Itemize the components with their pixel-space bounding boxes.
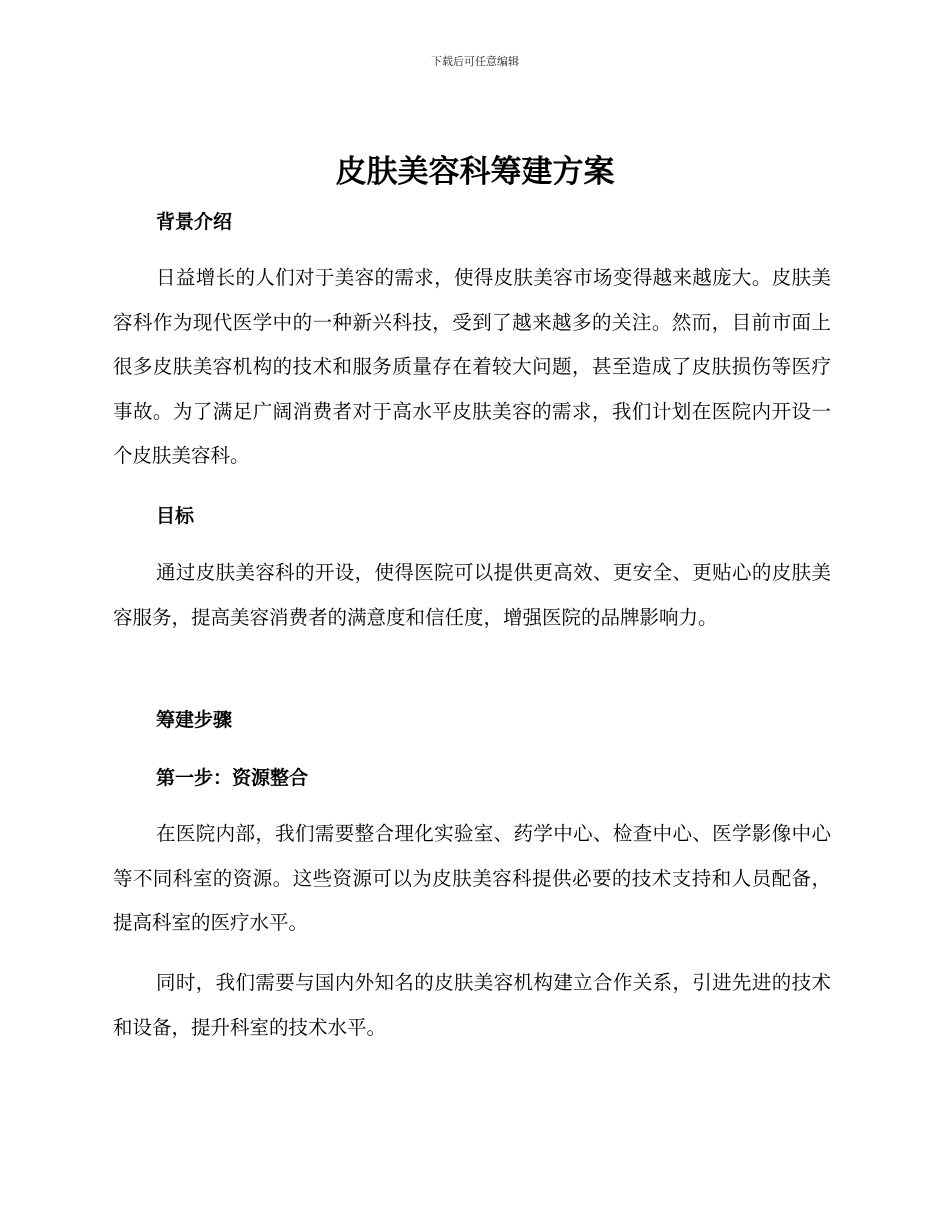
document-title: 皮肤美容科筹建方案 [335, 154, 615, 190]
paragraph-step1-resources: 在医院内部，我们需要整合理化实验室、药学中心、检查中心、医学影像中心等不同科室的资源。这些资源可以为皮肤美容科提供必要的技术支持和人员配备，提高科室的医疗水平。 [113, 822, 831, 934]
section-heading-background: 背景介绍 [156, 211, 233, 233]
section-heading-goal: 目标 [156, 505, 195, 527]
paragraph-background: 日益增长的人们对于美容的需求，使得皮肤美容市场变得越来越庞大。皮肤美容科作为现代医学中的一种新兴科技，受到了越来越多的关注。然而，目前市面上很多皮肤美容机构的技术和服务质量存在着较大问题，甚至造成了皮肤损伤等医疗事故。为了满足广阔消费者对于高水平皮肤美容的需求，我们计划在医院内开设一个皮肤美容科。 [113, 266, 831, 467]
section-heading-steps: 筹建步骤 [156, 709, 233, 731]
paragraph-step1-cooperation: 同时，我们需要与国内外知名的皮肤美容机构建立合作关系，引进先进的技术和设备，提升科室的技术水平。 [113, 971, 831, 1039]
page-header-note: 下载后可任意编辑 [431, 55, 519, 68]
subsection-heading-step1: 第一步：资源整合 [156, 767, 309, 789]
paragraph-goal: 通过皮肤美容科的开设，使得医院可以提供更高效、更安全、更贴心的皮肤美容服务，提高美容消费者的满意度和信任度，增强医院的品牌影响力。 [113, 561, 831, 629]
